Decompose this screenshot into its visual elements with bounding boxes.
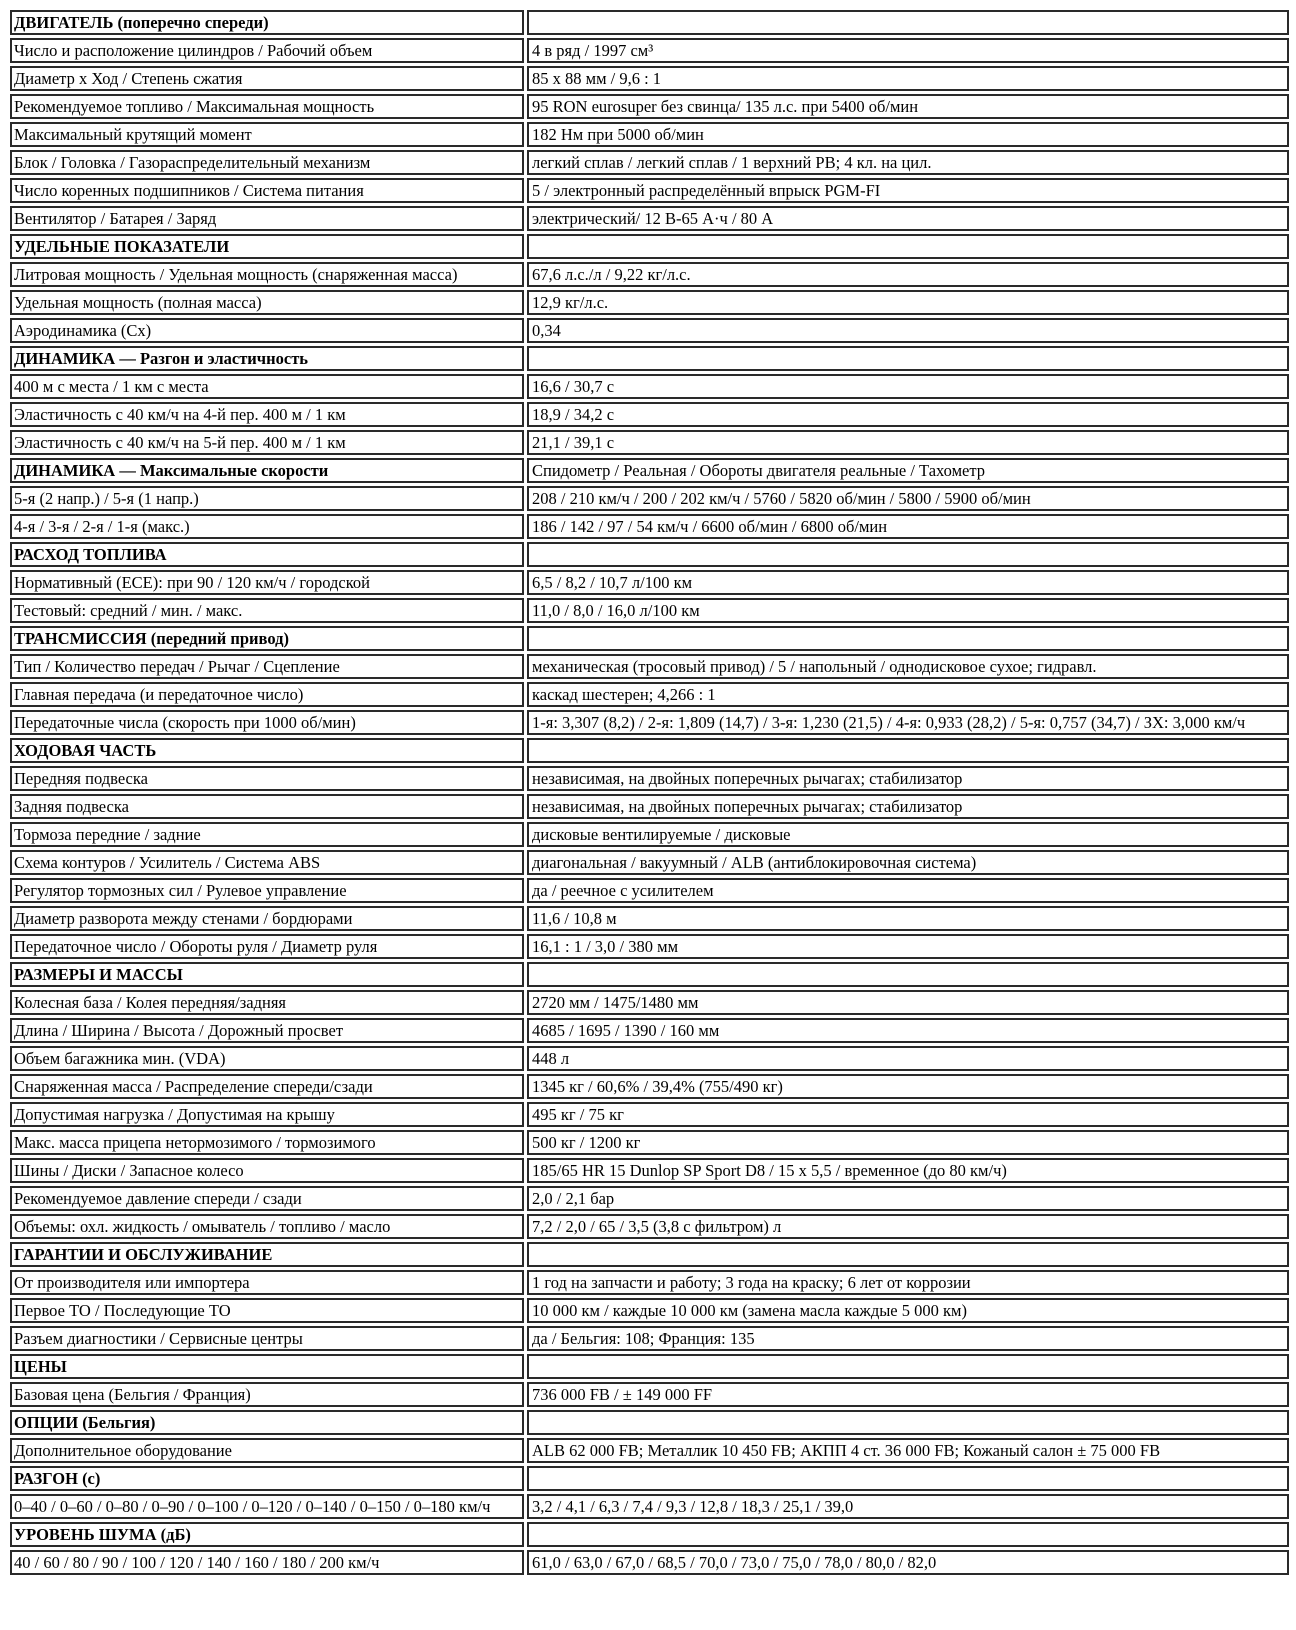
- spec-value: 2,0 / 2,1 бар: [527, 1186, 1289, 1211]
- spec-value: 0,34: [527, 318, 1289, 343]
- section-title: РАСХОД ТОПЛИВА: [10, 542, 524, 567]
- spec-row: [10, 990, 1289, 1015]
- spec-label: Колесная база / Колея передняя/задняя: [10, 990, 524, 1015]
- spec-value: 16,1 : 1 / 3,0 / 380 мм: [527, 934, 1289, 959]
- spec-label: Эластичность с 40 км/ч на 5-й пер. 400 м / 1 км: [10, 430, 524, 455]
- spec-value: 95 RON eurosuper без свинца/ 135 л.с. при 5400 об/мин: [527, 94, 1289, 119]
- spec-row: [10, 1214, 1289, 1239]
- section-title: ДВИГАТЕЛЬ (поперечно спереди): [10, 10, 524, 35]
- spec-row: [10, 1018, 1289, 1043]
- spec-label: Разъем диагностики / Сервисные центры: [10, 1326, 524, 1351]
- section-title: ЦЕНЫ: [10, 1354, 524, 1379]
- spec-label: Макс. масса прицепа нетормозимого / тормозимого: [10, 1130, 524, 1155]
- spec-row: [10, 150, 1289, 175]
- spec-label: Рекомендуемое давление спереди / сзади: [10, 1186, 524, 1211]
- spec-row: [10, 178, 1289, 203]
- section-title: ДИНАМИКА — Разгон и эластичность: [10, 346, 524, 371]
- spec-label: Первое ТО / Последующие ТО: [10, 1298, 524, 1323]
- section-title: ТРАНСМИССИЯ (передний привод): [10, 626, 524, 651]
- section-header-row: [10, 346, 1289, 371]
- spec-value: диагональная / вакуумный / ALB (антиблокировочная система): [527, 850, 1289, 875]
- spec-label: Нормативный (ECE): при 90 / 120 км/ч / городской: [10, 570, 524, 595]
- spec-value: 500 кг / 1200 кг: [527, 1130, 1289, 1155]
- spec-value: 1-я: 3,307 (8,2) / 2-я: 1,809 (14,7) / 3-я: 1,230 (21,5) / 4-я: 0,933 (28,2) / 5-я: 0,757 (34,7) / ЗХ: 3,000 км/ч: [527, 710, 1289, 735]
- spec-row: [10, 1550, 1289, 1575]
- spec-row: [10, 430, 1289, 455]
- section-title: ОПЦИИ (Бельгия): [10, 1410, 524, 1435]
- spec-row: [10, 1102, 1289, 1127]
- section-header-row: [10, 738, 1289, 763]
- spec-row: [10, 486, 1289, 511]
- spec-value: 18,9 / 34,2 с: [527, 402, 1289, 427]
- spec-value: 11,6 / 10,8 м: [527, 906, 1289, 931]
- spec-label: Главная передача (и передаточное число): [10, 682, 524, 707]
- section-note: [527, 962, 1289, 987]
- spec-value: 4685 / 1695 / 1390 / 160 мм: [527, 1018, 1289, 1043]
- section-header-row: [10, 1242, 1289, 1267]
- section-note: [527, 1354, 1289, 1379]
- spec-value: 6,5 / 8,2 / 10,7 л/100 км: [527, 570, 1289, 595]
- spec-value: 7,2 / 2,0 / 65 / 3,5 (3,8 с фильтром) л: [527, 1214, 1289, 1239]
- section-header-row: [10, 10, 1289, 35]
- section-note: [527, 1466, 1289, 1491]
- spec-value: каскад шестерен; 4,266 : 1: [527, 682, 1289, 707]
- section-header-row: [10, 458, 1289, 483]
- spec-label: Шины / Диски / Запасное колесо: [10, 1158, 524, 1183]
- spec-value: 2720 мм / 1475/1480 мм: [527, 990, 1289, 1015]
- spec-value: независимая, на двойных поперечных рычагах; стабилизатор: [527, 766, 1289, 791]
- spec-row: [10, 1382, 1289, 1407]
- spec-row: [10, 906, 1289, 931]
- spec-row: [10, 1494, 1289, 1519]
- section-header-row: [10, 1522, 1289, 1547]
- spec-value: 61,0 / 63,0 / 67,0 / 68,5 / 70,0 / 73,0 / 75,0 / 78,0 / 80,0 / 82,0: [527, 1550, 1289, 1575]
- section-title: ДИНАМИКА — Максимальные скорости: [10, 458, 524, 483]
- spec-label: Аэродинамика (Сх): [10, 318, 524, 343]
- section-title: УДЕЛЬНЫЕ ПОКАЗАТЕЛИ: [10, 234, 524, 259]
- section-note: Спидометр / Реальная / Обороты двигателя реальные / Тахометр: [527, 458, 1289, 483]
- spec-row: [10, 374, 1289, 399]
- spec-value: 495 кг / 75 кг: [527, 1102, 1289, 1127]
- spec-value: 67,6 л.с./л / 9,22 кг/л.с.: [527, 262, 1289, 287]
- spec-row: [10, 1270, 1289, 1295]
- spec-row: [10, 710, 1289, 735]
- spec-label: Тормоза передние / задние: [10, 822, 524, 847]
- spec-row: [10, 206, 1289, 231]
- spec-table: [7, 7, 1292, 1578]
- spec-value: 182 Нм при 5000 об/мин: [527, 122, 1289, 147]
- spec-label: Тип / Количество передач / Рычаг / Сцепление: [10, 654, 524, 679]
- spec-row: [10, 1130, 1289, 1155]
- spec-label: Регулятор тормозных сил / Рулевое управление: [10, 878, 524, 903]
- section-note: [527, 1410, 1289, 1435]
- section-note: [527, 542, 1289, 567]
- spec-value: 186 / 142 / 97 / 54 км/ч / 6600 об/мин / 6800 об/мин: [527, 514, 1289, 539]
- spec-label: 4-я / 3-я / 2-я / 1-я (макс.): [10, 514, 524, 539]
- section-header-row: [10, 1466, 1289, 1491]
- spec-value: 1345 кг / 60,6% / 39,4% (755/490 кг): [527, 1074, 1289, 1099]
- spec-value: ALB 62 000 FB; Металлик 10 450 FB; АКПП 4 ст. 36 000 FB; Кожаный салон ± 75 000 FB: [527, 1438, 1289, 1463]
- spec-value: 1 год на запчасти и работу; 3 года на краску; 6 лет от коррозии: [527, 1270, 1289, 1295]
- spec-label: Тестовый: средний / мин. / макс.: [10, 598, 524, 623]
- spec-row: [10, 318, 1289, 343]
- section-header-row: [10, 234, 1289, 259]
- spec-value: 10 000 км / каждые 10 000 км (замена масла каждые 5 000 км): [527, 1298, 1289, 1323]
- spec-value: 5 / электронный распределённый впрыск PGM-FI: [527, 178, 1289, 203]
- spec-label: 0–40 / 0–60 / 0–80 / 0–90 / 0–100 / 0–120 / 0–140 / 0–150 / 0–180 км/ч: [10, 1494, 524, 1519]
- spec-row: [10, 766, 1289, 791]
- spec-value: электрический/ 12 В-65 А·ч / 80 А: [527, 206, 1289, 231]
- spec-row: [10, 1046, 1289, 1071]
- spec-label: Эластичность с 40 км/ч на 4-й пер. 400 м / 1 км: [10, 402, 524, 427]
- spec-row: [10, 1158, 1289, 1183]
- spec-label: Вентилятор / Батарея / Заряд: [10, 206, 524, 231]
- spec-row: [10, 38, 1289, 63]
- section-header-row: [10, 626, 1289, 651]
- spec-value: да / Бельгия: 108; Франция: 135: [527, 1326, 1289, 1351]
- spec-label: Базовая цена (Бельгия / Франция): [10, 1382, 524, 1407]
- spec-row: [10, 262, 1289, 287]
- spec-row: [10, 1438, 1289, 1463]
- spec-row: [10, 878, 1289, 903]
- spec-label: Объем багажника мин. (VDA): [10, 1046, 524, 1071]
- spec-row: [10, 934, 1289, 959]
- spec-value: да / реечное с усилителем: [527, 878, 1289, 903]
- spec-value: 185/65 HR 15 Dunlop SP Sport D8 / 15 х 5,5 / временное (до 80 км/ч): [527, 1158, 1289, 1183]
- spec-row: [10, 1186, 1289, 1211]
- spec-value: легкий сплав / легкий сплав / 1 верхний РВ; 4 кл. на цил.: [527, 150, 1289, 175]
- spec-table-body: [10, 10, 1289, 1575]
- spec-row: [10, 1074, 1289, 1099]
- section-header-row: [10, 962, 1289, 987]
- spec-value: 21,1 / 39,1 с: [527, 430, 1289, 455]
- spec-label: Передняя подвеска: [10, 766, 524, 791]
- spec-value: 4 в ряд / 1997 см³: [527, 38, 1289, 63]
- spec-label: От производителя или импортера: [10, 1270, 524, 1295]
- section-note: [527, 346, 1289, 371]
- spec-row: [10, 94, 1289, 119]
- section-title: РАЗГОН (с): [10, 1466, 524, 1491]
- section-note: [527, 10, 1289, 35]
- spec-row: [10, 1326, 1289, 1351]
- spec-label: Рекомендуемое топливо / Максимальная мощность: [10, 94, 524, 119]
- spec-value: 3,2 / 4,1 / 6,3 / 7,4 / 9,3 / 12,8 / 18,3 / 25,1 / 39,0: [527, 1494, 1289, 1519]
- section-title: РАЗМЕРЫ И МАССЫ: [10, 962, 524, 987]
- section-header-row: [10, 542, 1289, 567]
- section-note: [527, 626, 1289, 651]
- spec-value: 208 / 210 км/ч / 200 / 202 км/ч / 5760 / 5820 об/мин / 5800 / 5900 об/мин: [527, 486, 1289, 511]
- spec-value: 11,0 / 8,0 / 16,0 л/100 км: [527, 598, 1289, 623]
- spec-row: [10, 850, 1289, 875]
- spec-label: 5-я (2 напр.) / 5-я (1 напр.): [10, 486, 524, 511]
- spec-label: Удельная мощность (полная масса): [10, 290, 524, 315]
- spec-label: Число коренных подшипников / Система питания: [10, 178, 524, 203]
- section-note: [527, 738, 1289, 763]
- spec-label: Допустимая нагрузка / Допустимая на крышу: [10, 1102, 524, 1127]
- spec-label: Длина / Ширина / Высота / Дорожный просвет: [10, 1018, 524, 1043]
- section-title: ГАРАНТИИ И ОБСЛУЖИВАНИЕ: [10, 1242, 524, 1267]
- spec-row: [10, 598, 1289, 623]
- spec-value: механическая (тросовый привод) / 5 / напольный / однодисковое сухое; гидравл.: [527, 654, 1289, 679]
- spec-row: [10, 402, 1289, 427]
- spec-row: [10, 290, 1289, 315]
- spec-row: [10, 514, 1289, 539]
- spec-label: Блок / Головка / Газораспределительный механизм: [10, 150, 524, 175]
- section-note: [527, 1242, 1289, 1267]
- section-title: ХОДОВАЯ ЧАСТЬ: [10, 738, 524, 763]
- section-note: [527, 1522, 1289, 1547]
- spec-label: Литровая мощность / Удельная мощность (снаряженная масса): [10, 262, 524, 287]
- spec-value: 448 л: [527, 1046, 1289, 1071]
- spec-row: [10, 794, 1289, 819]
- spec-row: [10, 822, 1289, 847]
- spec-label: Объемы: охл. жидкость / омыватель / топливо / масло: [10, 1214, 524, 1239]
- spec-label: 400 м с места / 1 км с места: [10, 374, 524, 399]
- spec-row: [10, 654, 1289, 679]
- spec-row: [10, 1298, 1289, 1323]
- spec-value: 736 000 FB / ± 149 000 FF: [527, 1382, 1289, 1407]
- spec-label: 40 / 60 / 80 / 90 / 100 / 120 / 140 / 160 / 180 / 200 км/ч: [10, 1550, 524, 1575]
- spec-row: [10, 570, 1289, 595]
- spec-label: Число и расположение цилиндров / Рабочий объем: [10, 38, 524, 63]
- spec-label: Схема контуров / Усилитель / Система ABS: [10, 850, 524, 875]
- spec-label: Задняя подвеска: [10, 794, 524, 819]
- spec-label: Диаметр разворота между стенами / бордюрами: [10, 906, 524, 931]
- spec-value: 16,6 / 30,7 с: [527, 374, 1289, 399]
- section-header-row: [10, 1354, 1289, 1379]
- spec-label: Дополнительное оборудование: [10, 1438, 524, 1463]
- spec-row: [10, 66, 1289, 91]
- spec-label: Диаметр х Ход / Степень сжатия: [10, 66, 524, 91]
- spec-label: Передаточные числа (скорость при 1000 об/мин): [10, 710, 524, 735]
- spec-row: [10, 122, 1289, 147]
- spec-label: Передаточное число / Обороты руля / Диаметр руля: [10, 934, 524, 959]
- spec-value: 12,9 кг/л.с.: [527, 290, 1289, 315]
- spec-value: 85 х 88 мм / 9,6 : 1: [527, 66, 1289, 91]
- spec-row: [10, 682, 1289, 707]
- section-title: УРОВЕНЬ ШУМА (дБ): [10, 1522, 524, 1547]
- spec-label: Максимальный крутящий момент: [10, 122, 524, 147]
- spec-value: дисковые вентилируемые / дисковые: [527, 822, 1289, 847]
- section-note: [527, 234, 1289, 259]
- spec-label: Снаряженная масса / Распределение спереди/сзади: [10, 1074, 524, 1099]
- section-header-row: [10, 1410, 1289, 1435]
- spec-value: независимая, на двойных поперечных рычагах; стабилизатор: [527, 794, 1289, 819]
